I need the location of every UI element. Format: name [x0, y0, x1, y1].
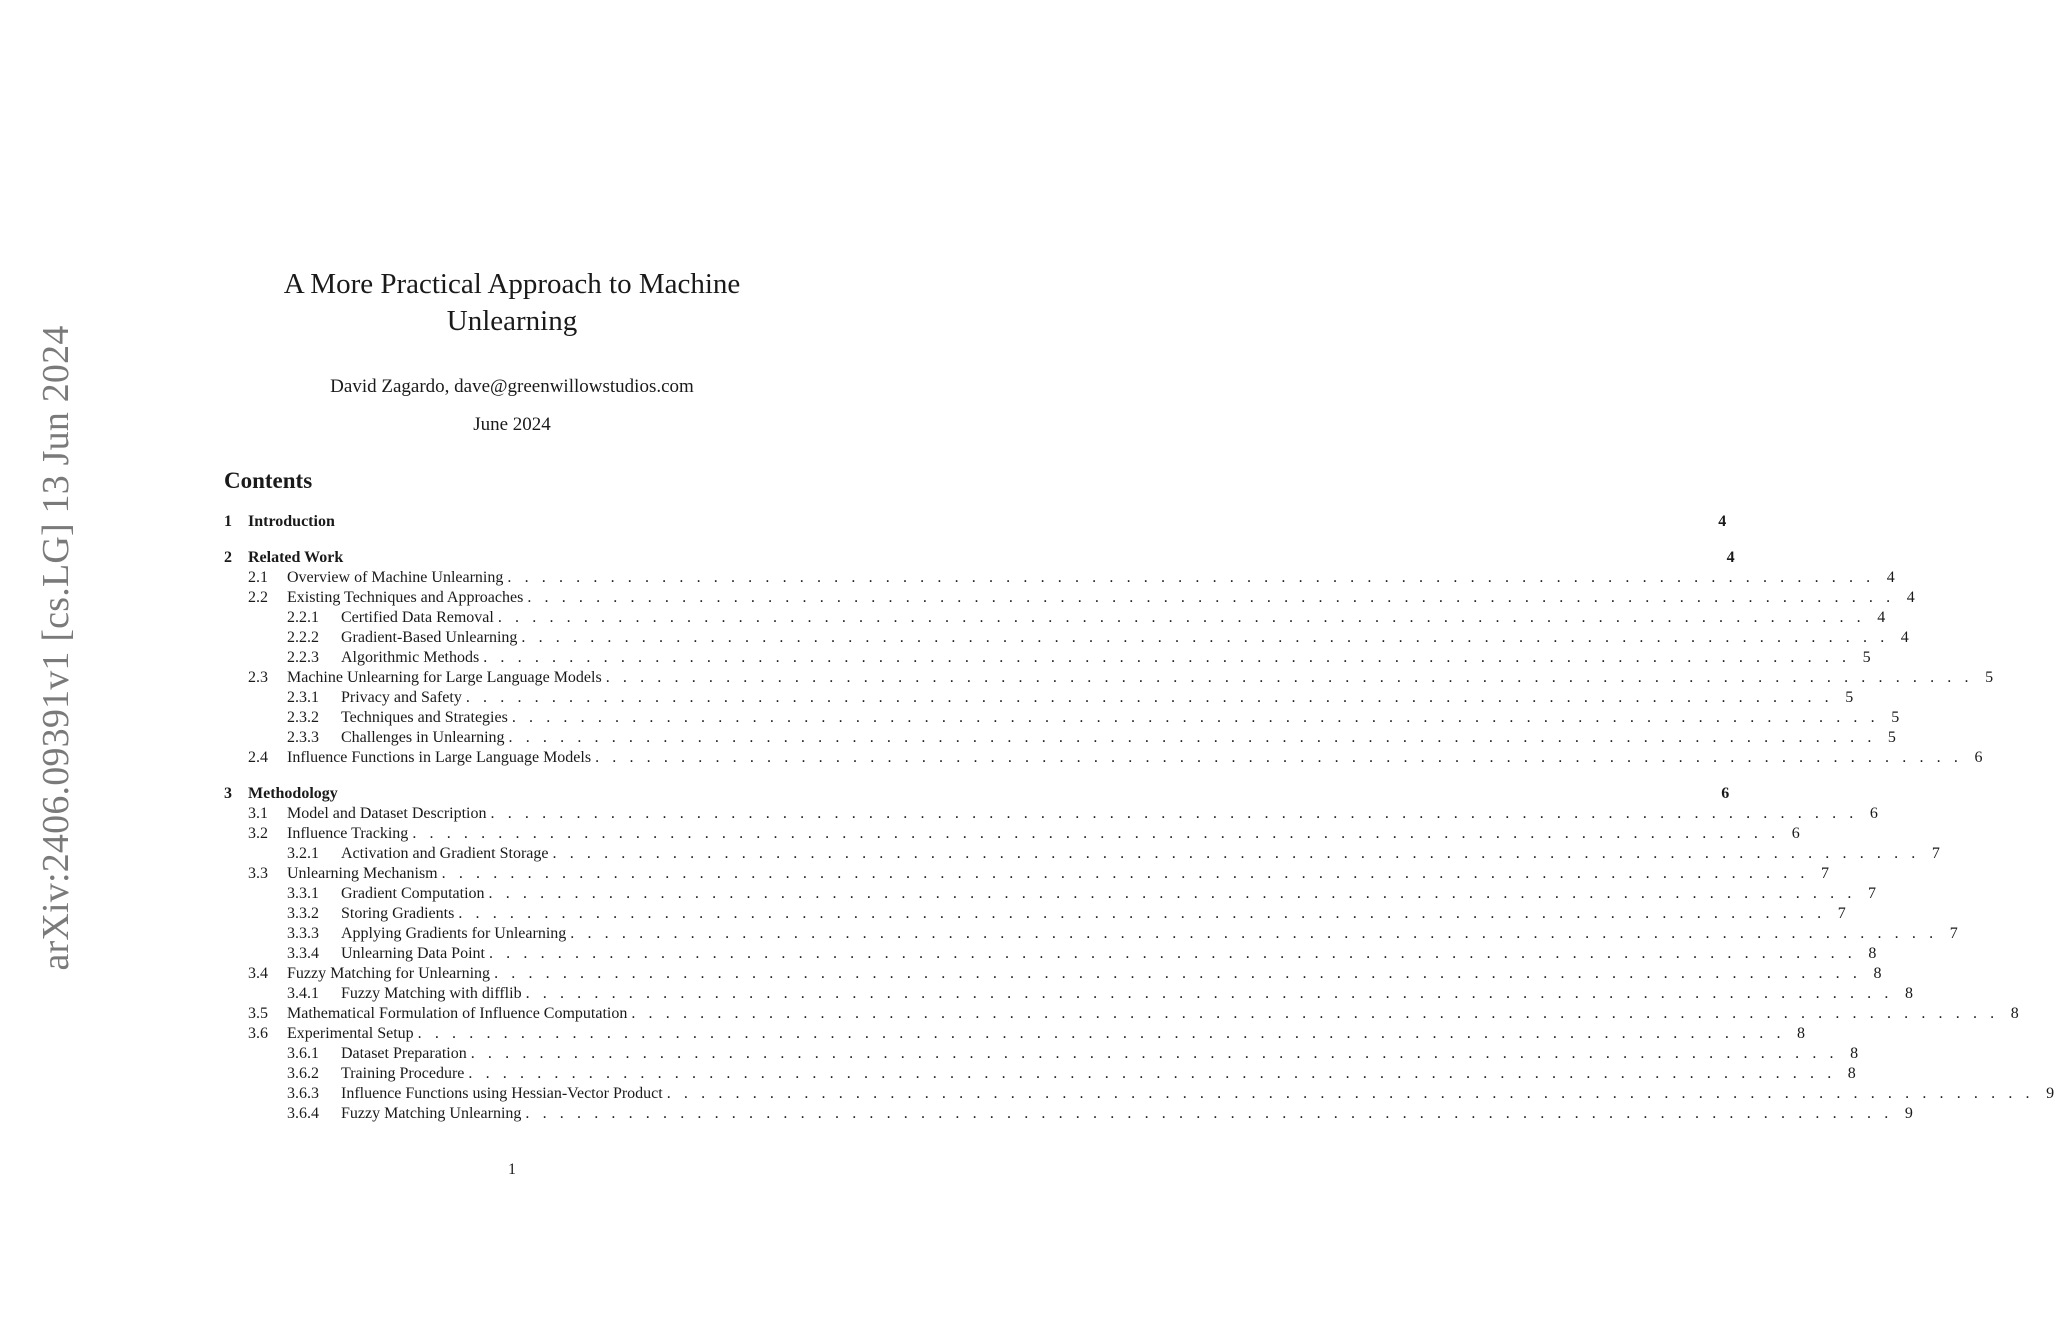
toc-entry-title: Training Procedure — [341, 1065, 465, 1082]
toc-entry[interactable] — [224, 844, 1940, 864]
toc-entry-title: Challenges in Unlearning — [341, 729, 505, 746]
toc-entry-title: Privacy and Safety — [341, 689, 462, 706]
paper-title-line-1: A More Practical Approach to Machine — [283, 268, 741, 300]
toc-entry[interactable] — [224, 728, 1896, 748]
toc-entry-number: 3.2 — [248, 825, 268, 842]
toc-entry[interactable] — [224, 944, 1877, 964]
toc-dot-leader: . . . . . . . . . . . . . . . . . . . . . . . . . . . . . . . . . . . . . . . . . . . . . . . . . . . . . . . . . . . . . . . . . . . . . . . . . . . . . . . . — [468, 1065, 1836, 1082]
toc-entry-number: 2.3.2 — [287, 709, 319, 726]
toc-entry-title: Dataset Preparation — [341, 1045, 467, 1062]
toc-entry[interactable] — [224, 1104, 1913, 1124]
toc-entry-number: 3 — [224, 785, 232, 802]
toc-entry-title: Existing Techniques and Approaches — [287, 589, 524, 606]
toc-entry[interactable] — [224, 548, 1735, 568]
toc-entry[interactable] — [224, 648, 1871, 668]
toc-dot-leader: . . . . . . . . . . . . . . . . . . . . . . . . . . . . . . . . . . . . . . . . . . . . . . . . . . . . . . . . . . . . . . . . . . . . . . . . . . . . . . . . — [570, 925, 1938, 942]
toc-entry[interactable] — [224, 824, 1800, 844]
toc-entry-page: 8 — [1850, 1045, 1859, 1062]
toc-entry-number: 3.3.3 — [287, 925, 319, 942]
toc-entry[interactable] — [224, 804, 1878, 824]
toc-entry-page: 6 — [1791, 825, 1800, 842]
toc-entry-title: Unlearning Mechanism — [287, 865, 438, 882]
toc-entry-title: Gradient-Based Unlearning — [341, 629, 518, 646]
toc-entry-page: 7 — [1867, 885, 1876, 902]
toc-dot-leader: . . . . . . . . . . . . . . . . . . . . . . . . . . . . . . . . . . . . . . . . . . . . . . . . . . . . . . . . . . . . . . . . . . . . . . . . . . . . . . . . — [525, 985, 1893, 1002]
paper-title-line-2: Unlearning — [446, 305, 578, 337]
toc-dot-leader: . . . . . . . . . . . . . . . . . . . . . . . . . . . . . . . . . . . . . . . . . . . . . . . . . . . . . . . . . . . . . . . . . . . . . . . . . . . . . . . . — [552, 845, 1920, 862]
toc-entry[interactable] — [224, 1044, 1859, 1064]
toc-entry-number: 2.3.1 — [287, 689, 319, 706]
arxiv-identifier-stamp: arXiv:2406.09391v1 [cs.LG] 13 Jun 2024 — [35, 325, 77, 971]
toc-entry-title: Fuzzy Matching for Unlearning — [287, 965, 491, 982]
toc-entry-page: 8 — [2010, 1005, 2019, 1022]
toc-entry-page: 5 — [1845, 689, 1854, 706]
toc-entry-title: Unlearning Data Point — [341, 945, 485, 962]
toc-entry-title: Overview of Machine Unlearning — [287, 569, 504, 586]
toc-dot-leader: . . . . . . . . . . . . . . . . . . . . . . . . . . . . . . . . . . . . . . . . . . . . . . . . . . . . . . . . . . . . . . . . . . . . . . . . . . . . . . . . — [666, 1085, 2035, 1102]
toc-entry-number: 3.6.4 — [287, 1105, 319, 1122]
toc-entry-page: 5 — [1985, 669, 1994, 686]
toc-entry[interactable] — [224, 668, 1994, 688]
toc-entry-title: Activation and Gradient Storage — [341, 845, 549, 862]
toc-dot-leader: . . . . . . . . . . . . . . . . . . . . . . . . . . . . . . . . . . . . . . . . . . . . . . . . . . . . . . . . . . . . . . . . . . . . . . . . . . . . . . . . — [417, 1025, 1786, 1042]
toc-entry-title: Certified Data Removal — [341, 609, 494, 626]
toc-entry-number: 2 — [224, 549, 232, 566]
toc-entry-number: 2.2.3 — [287, 649, 319, 666]
toc-entry-page: 6 — [1721, 785, 1730, 802]
toc-entry-page: 8 — [1797, 1025, 1806, 1042]
toc-dot-leader: . . . . . . . . . . . . . . . . . . . . . . . . . . . . . . . . . . . . . . . . . . . . . . . . . . . . . . . . . . . . . . . . . . . . . . . . . . . . . . . . — [511, 709, 1880, 726]
toc-entry-title: Applying Gradients for Unlearning — [341, 925, 567, 942]
toc-dot-leader: . . . . . . . . . . . . . . . . . . . . . . . . . . . . . . . . . . . . . . . . . . . . . . . . . . . . . . . . . . . . . . . . . . . . . . . . . . . . . . . . — [465, 689, 1834, 706]
toc-entry[interactable] — [224, 1084, 2054, 1104]
toc-entry[interactable] — [224, 588, 1915, 608]
toc-entry-page: 8 — [1904, 985, 1913, 1002]
toc-dot-leader: . . . . . . . . . . . . . . . . . . . . . . . . . . . . . . . . . . . . . . . . . . . . . . . . . . . . . . . . . . . . . . . . . . . . . . . . . . . . . . . . — [521, 629, 1889, 646]
toc-entry[interactable] — [224, 688, 1854, 708]
toc-dot-leader: . . . . . . . . . . . . . . . . . . . . . . . . . . . . . . . . . . . . . . . . . . . . . . . . . . . . . . . . . . . . . . . . . . . . . . . . . . . . . . . . — [527, 589, 1895, 606]
publication-date: June 2024 — [473, 414, 551, 435]
toc-entry-number: 3.4 — [248, 965, 268, 982]
toc-entry-title: Related Work — [248, 549, 344, 566]
toc-entry-number: 3.6.2 — [287, 1065, 319, 1082]
toc-entry-number: 2.4 — [248, 749, 268, 766]
toc-entry-number: 2.3 — [248, 669, 268, 686]
toc-entry-number: 2.3.3 — [287, 729, 319, 746]
toc-dot-leader: . . . . . . . . . . . . . . . . . . . . . . . . . . . . . . . . . . . . . . . . . . . . . . . . . . . . . . . . . . . . . . . . . . . . . . . . . . . . . . . . — [497, 609, 1866, 626]
toc-entry[interactable] — [224, 608, 1886, 628]
toc-entry-page: 6 — [1869, 805, 1878, 822]
toc-entry-number: 3.6 — [248, 1025, 268, 1042]
title-block — [0, 266, 1024, 436]
toc-entry[interactable] — [224, 628, 1909, 648]
toc-entry-page: 5 — [1887, 729, 1896, 746]
toc-entry[interactable] — [224, 904, 1846, 924]
toc-entry-number: 3.3.1 — [287, 885, 319, 902]
toc-entry-page: 9 — [1904, 1105, 1913, 1122]
toc-entry-number: 3.2.1 — [287, 845, 319, 862]
toc-dot-leader: . . . . . . . . . . . . . . . . . . . . . . . . . . . . . . . . . . . . . . . . . . . . . . . . . . . . . . . . . . . . . . . . . . . . . . . . . . . . . . . . — [605, 669, 1974, 686]
toc-entry-page: 5 — [1891, 709, 1900, 726]
toc-dot-leader: . . . . . . . . . . . . . . . . . . . . . . . . . . . . . . . . . . . . . . . . . . . . . . . . . . . . . . . . . . . . . . . . . . . . . . . . . . . . . . . . — [483, 649, 1851, 666]
toc-entry-number: 3.6.1 — [287, 1045, 319, 1062]
toc-dot-leader: . . . . . . . . . . . . . . . . . . . . . . . . . . . . . . . . . . . . . . . . . . . . . . . . . . . . . . . . . . . . . . . . . . . . . . . . . . . . . . . . — [488, 945, 1857, 962]
toc-entry-number: 3.3.4 — [287, 945, 319, 962]
toc-entry-title: Fuzzy Matching with difflib — [341, 985, 522, 1002]
toc-entry-page: 8 — [1847, 1065, 1856, 1082]
toc-entry[interactable] — [224, 924, 1958, 944]
toc-entry-number: 3.4.1 — [287, 985, 319, 1002]
toc-dot-leader: . . . . . . . . . . . . . . . . . . . . . . . . . . . . . . . . . . . . . . . . . . . . . . . . . . . . . . . . . . . . . . . . . . . . . . . . . . . . . . . . — [441, 865, 1810, 882]
toc-entry-page: 9 — [2046, 1085, 2054, 1102]
toc-entry-title: Machine Unlearning for Large Language Models — [287, 669, 602, 686]
author-line: David Zagardo, dave@greenwillowstudios.com — [330, 376, 694, 397]
toc-entry[interactable] — [224, 884, 1876, 904]
toc-entry-number: 1 — [224, 513, 232, 530]
toc-entry-page: 8 — [1868, 945, 1877, 962]
toc-entry-title: Model and Dataset Description — [287, 805, 487, 822]
toc-entry[interactable] — [224, 748, 1983, 768]
toc-dot-leader: . . . . . . . . . . . . . . . . . . . . . . . . . . . . . . . . . . . . . . . . . . . . . . . . . . . . . . . . . . . . . . . . . . . . . . . . . . . . . . . . — [490, 805, 1858, 822]
toc-entry-title: Methodology — [248, 785, 338, 802]
toc-entry-title: Mathematical Formulation of Influence Computation — [287, 1005, 628, 1022]
toc-entry[interactable] — [224, 1064, 1856, 1084]
toc-entry-title: Introduction — [248, 513, 335, 530]
toc-entry[interactable] — [224, 1024, 1806, 1044]
toc-entry-number: 3.6.3 — [287, 1085, 319, 1102]
toc-dot-leader: . . . . . . . . . . . . . . . . . . . . . . . . . . . . . . . . . . . . . . . . . . . . . . . . . . . . . . . . . . . . . . . . . . . . . . . . . . . . . . . . — [507, 569, 1875, 586]
toc-dot-leader: . . . . . . . . . . . . . . . . . . . . . . . . . . . . . . . . . . . . . . . . . . . . . . . . . . . . . . . . . . . . . . . . . . . . . . . . . . . . . . . . — [631, 1005, 1999, 1022]
toc-dot-leader: . . . . . . . . . . . . . . . . . . . . . . . . . . . . . . . . . . . . . . . . . . . . . . . . . . . . . . . . . . . . . . . . . . . . . . . . . . . . . . . . — [494, 965, 1862, 982]
paper-title — [0, 266, 1024, 340]
toc-dot-leader: . . . . . . . . . . . . . . . . . . . . . . . . . . . . . . . . . . . . . . . . . . . . . . . . . . . . . . . . . . . . . . . . . . . . . . . . . . . . . . . . — [470, 1045, 1839, 1062]
toc-entry-page: 8 — [1873, 965, 1882, 982]
toc-entry-number: 2.2 — [248, 589, 268, 606]
toc-entry-title: Storing Gradients — [341, 905, 455, 922]
toc-entry-title: Fuzzy Matching Unlearning — [341, 1105, 522, 1122]
table-of-contents — [224, 512, 2054, 1124]
toc-entry[interactable] — [224, 984, 1913, 1004]
toc-entry-page: 4 — [1726, 549, 1735, 566]
toc-entry[interactable] — [224, 512, 1727, 532]
toc-entry-number: 2.2.2 — [287, 629, 319, 646]
toc-entry-number: 3.5 — [248, 1005, 268, 1022]
toc-dot-leader: . . . . . . . . . . . . . . . . . . . . . . . . . . . . . . . . . . . . . . . . . . . . . . . . . . . . . . . . . . . . . . . . . . . . . . . . . . . . . . . . — [488, 885, 1856, 902]
toc-entry-page: 7 — [1821, 865, 1830, 882]
toc-entry-page: 4 — [1906, 589, 1915, 606]
toc-entry-number: 3.3.2 — [287, 905, 319, 922]
toc-entry-title: Experimental Setup — [287, 1025, 414, 1042]
toc-entry-title: Influence Functions in Large Language Models — [287, 749, 592, 766]
toc-dot-leader: . . . . . . . . . . . . . . . . . . . . . . . . . . . . . . . . . . . . . . . . . . . . . . . . . . . . . . . . . . . . . . . . . . . . . . . . . . . . . . . . — [508, 729, 1876, 746]
toc-entry-title: Techniques and Strategies — [341, 709, 508, 726]
toc-entry-page: 4 — [1877, 609, 1886, 626]
toc-entry-page: 4 — [1900, 629, 1909, 646]
toc-entry[interactable] — [224, 864, 1830, 884]
toc-entry-title: Algorithmic Methods — [341, 649, 480, 666]
toc-entry[interactable] — [224, 708, 1900, 728]
toc-dot-leader: . . . . . . . . . . . . . . . . . . . . . . . . . . . . . . . . . . . . . . . . . . . . . . . . . . . . . . . . . . . . . . . . . . . . . . . . . . . . . . . . — [525, 1105, 1893, 1122]
toc-entry-page: 4 — [1886, 569, 1895, 586]
toc-entry-title: Influence Functions using Hessian-Vector Product — [341, 1085, 663, 1102]
toc-entry-number: 3.3 — [248, 865, 268, 882]
page-number: 1 — [508, 1161, 516, 1178]
toc-entry-number: 2.2.1 — [287, 609, 319, 626]
toc-entry[interactable] — [224, 964, 1882, 984]
toc-entry-page: 7 — [1931, 845, 1940, 862]
toc-entry[interactable] — [224, 784, 1730, 804]
toc-entry-title: Influence Tracking — [287, 825, 409, 842]
toc-entry-number: 3.1 — [248, 805, 268, 822]
toc-entry-number: 2.1 — [248, 569, 268, 586]
toc-entry-title: Gradient Computation — [341, 885, 485, 902]
toc-entry-page: 7 — [1837, 905, 1846, 922]
toc-entry[interactable] — [224, 1004, 2019, 1024]
toc-entry-page: 4 — [1718, 513, 1727, 530]
toc-dot-leader: . . . . . . . . . . . . . . . . . . . . . . . . . . . . . . . . . . . . . . . . . . . . . . . . . . . . . . . . . . . . . . . . . . . . . . . . . . . . . . . . — [595, 749, 1963, 766]
toc-entry[interactable] — [224, 568, 1895, 588]
toc-dot-leader: . . . . . . . . . . . . . . . . . . . . . . . . . . . . . . . . . . . . . . . . . . . . . . . . . . . . . . . . . . . . . . . . . . . . . . . . . . . . . . . . — [412, 825, 1780, 842]
toc-entry-page: 7 — [1949, 925, 1958, 942]
toc-dot-leader: . . . . . . . . . . . . . . . . . . . . . . . . . . . . . . . . . . . . . . . . . . . . . . . . . . . . . . . . . . . . . . . . . . . . . . . . . . . . . . . . — [458, 905, 1826, 922]
toc-entry-page: 5 — [1862, 649, 1871, 666]
toc-entry-page: 6 — [1974, 749, 1983, 766]
contents-heading: Contents — [224, 468, 313, 493]
